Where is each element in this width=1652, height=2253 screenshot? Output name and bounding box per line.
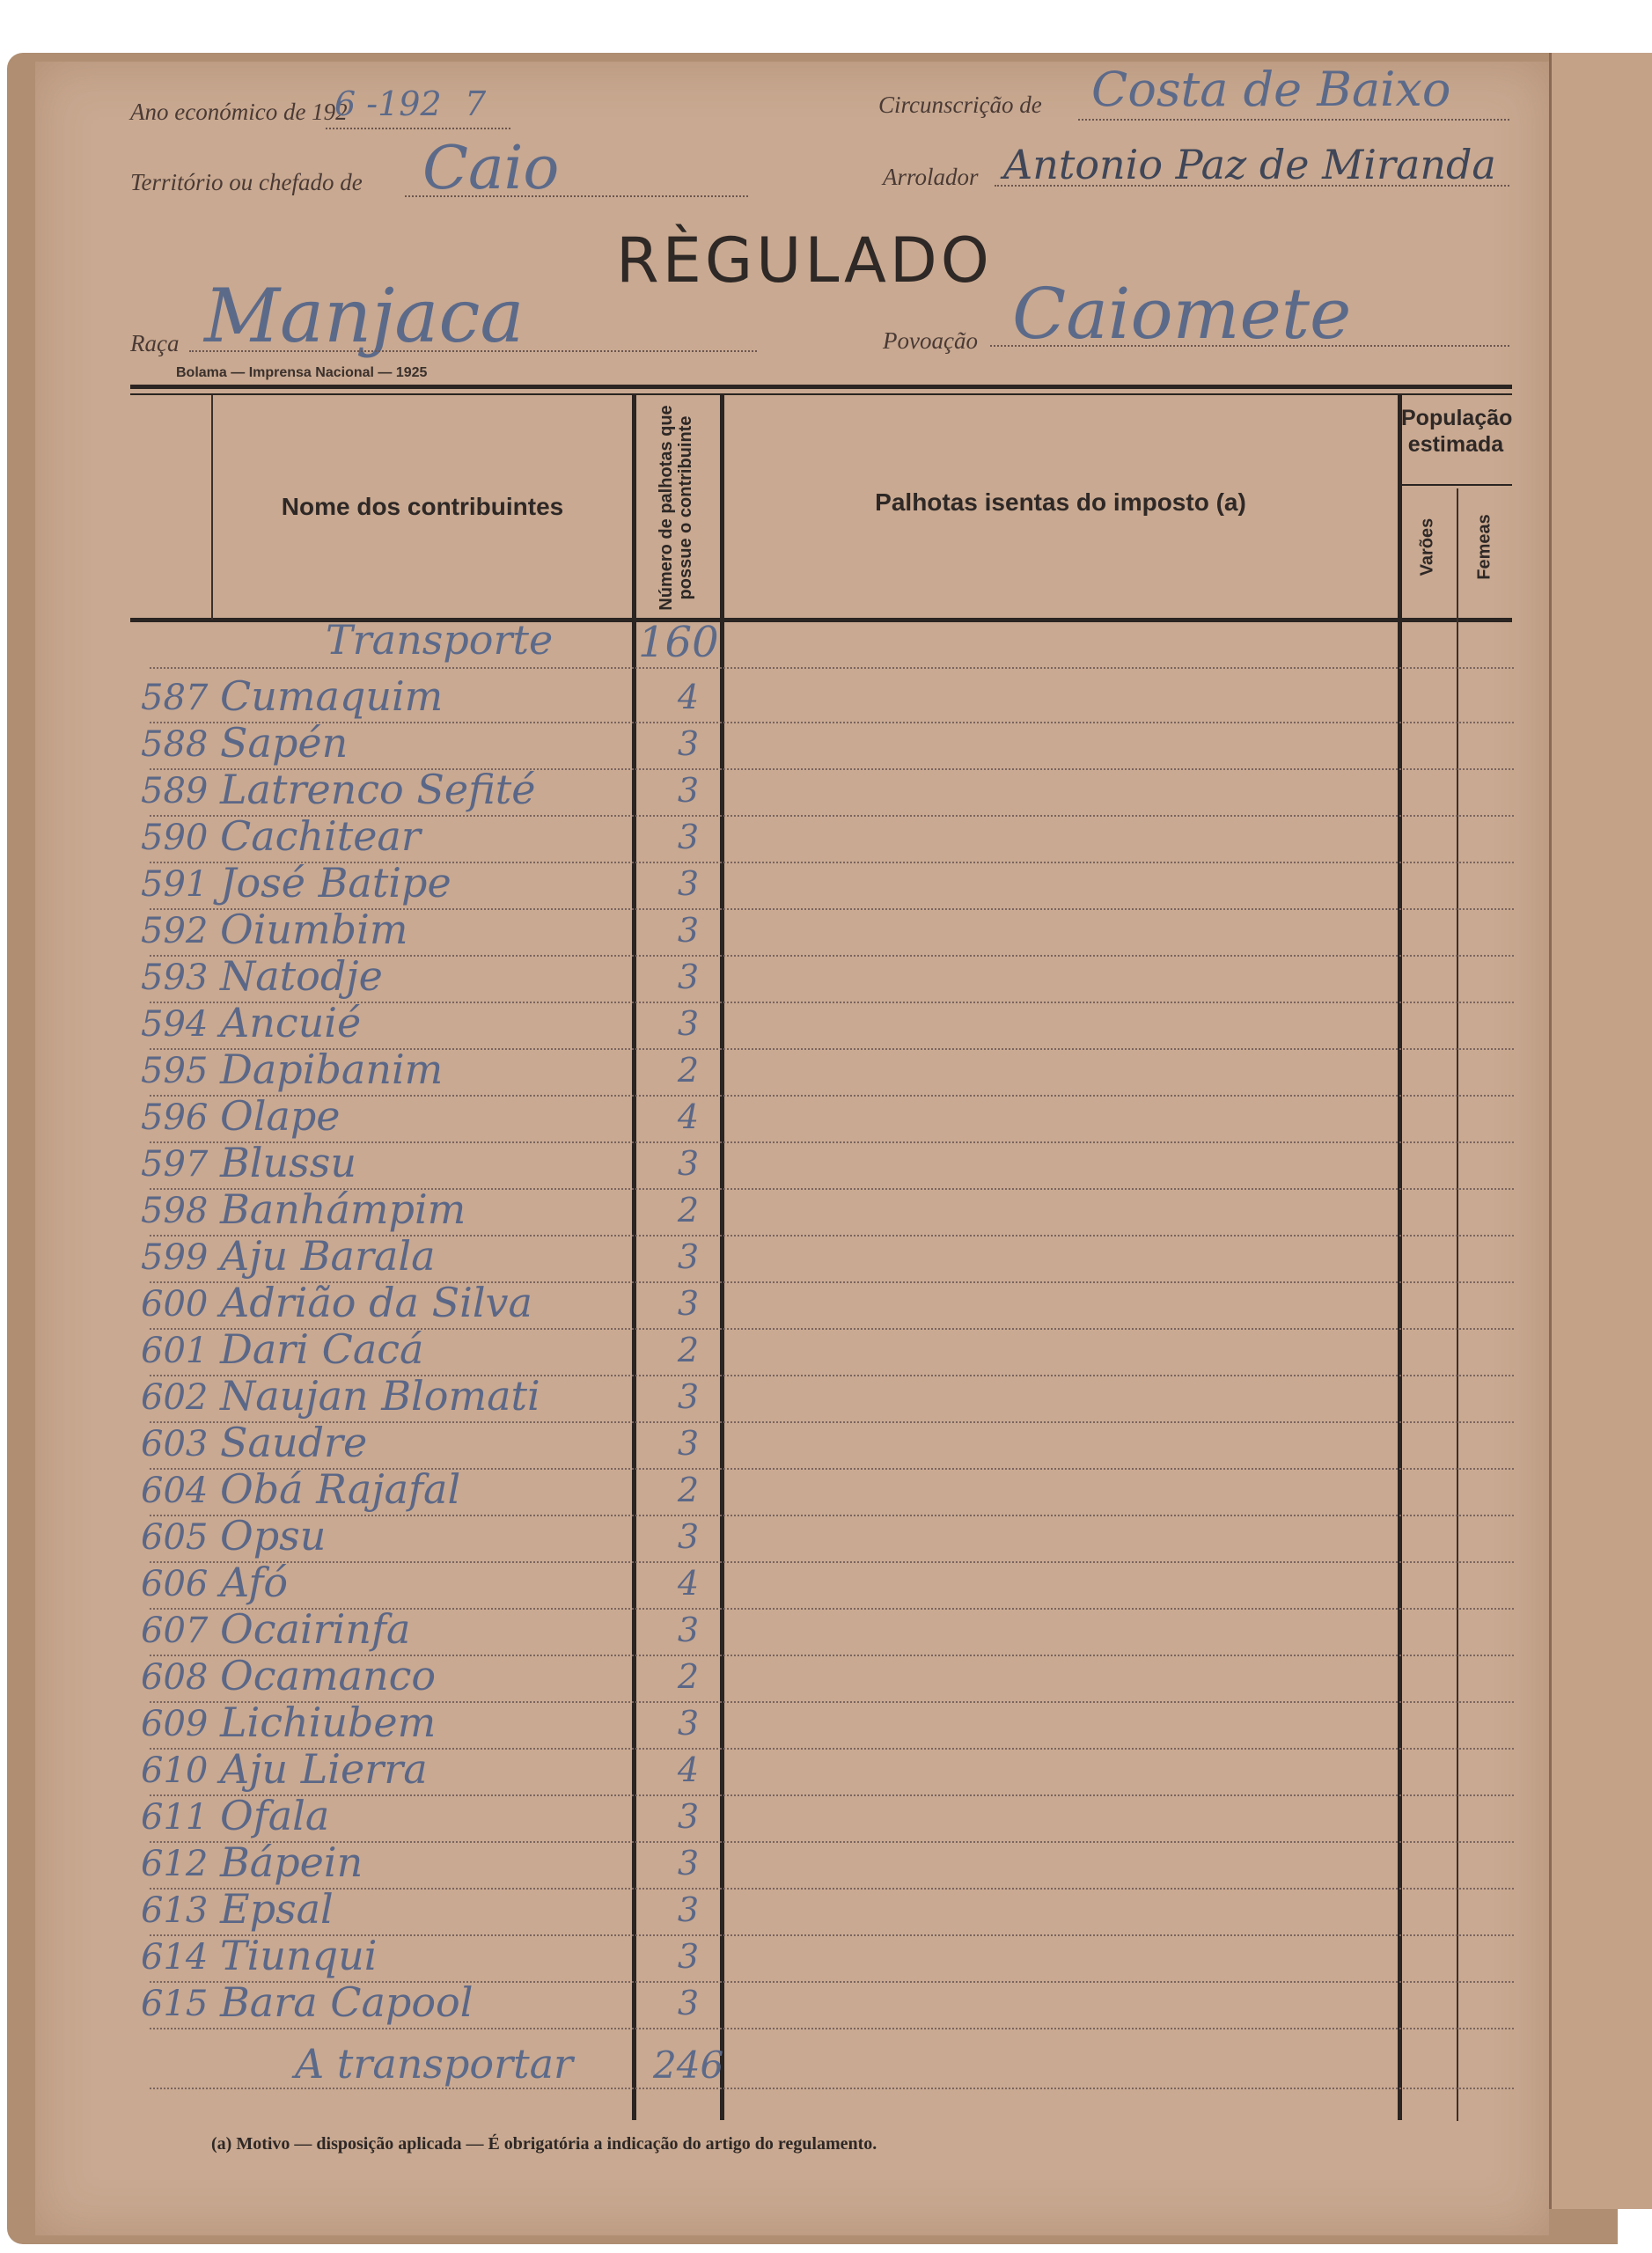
palhotas-count: 3 bbox=[677, 1284, 700, 1323]
povoacao-dotted-line bbox=[990, 345, 1509, 347]
page-title: RÈGULADO bbox=[616, 224, 993, 297]
palhotas-count: 3 bbox=[677, 1144, 700, 1183]
contribuinte-name: Cachitear bbox=[220, 812, 421, 860]
row-line bbox=[150, 722, 1514, 723]
palhotas-count: 2 bbox=[677, 1331, 700, 1369]
palhotas-count: 4 bbox=[677, 1097, 700, 1136]
row-number: 602 bbox=[141, 1377, 209, 1418]
arrolador-dotted-line bbox=[995, 185, 1509, 187]
row-number: 588 bbox=[141, 724, 209, 765]
ano-label: Ano económico de 192 bbox=[130, 99, 348, 125]
printer-imprint: Bolama — Imprensa Nacional — 1925 bbox=[176, 365, 428, 380]
raca-dotted-line bbox=[189, 350, 757, 352]
contribuinte-name: Ocairinfa bbox=[220, 1605, 411, 1653]
row-number: 597 bbox=[141, 1144, 209, 1185]
row-line bbox=[150, 2028, 1514, 2029]
row-number: 593 bbox=[141, 958, 209, 998]
row-number: 599 bbox=[141, 1237, 209, 1278]
row-line bbox=[150, 1888, 1514, 1890]
contribuinte-name: José Batipe bbox=[220, 859, 452, 906]
row-line bbox=[150, 1095, 1514, 1097]
palhotas-count: 4 bbox=[677, 1750, 700, 1789]
row-number: 601 bbox=[141, 1331, 209, 1371]
circunscricao-label: Circunscrição de bbox=[878, 92, 1042, 118]
col-header-numero: Número de palhotas que possue o contribuinte bbox=[657, 405, 695, 611]
contribuinte-name: Aju Lierra bbox=[220, 1745, 428, 1793]
palhotas-count: 3 bbox=[677, 771, 700, 810]
populacao-header-rule bbox=[1399, 484, 1512, 486]
isentas-column-rule bbox=[1398, 395, 1402, 2120]
palhotas-count: 3 bbox=[677, 1797, 700, 1836]
contribuinte-name: Afó bbox=[220, 1559, 289, 1606]
row-number: 594 bbox=[141, 1004, 209, 1045]
contribuinte-name: Aju Barala bbox=[220, 1232, 436, 1280]
row-number: 612 bbox=[141, 1844, 209, 1884]
ano-suffix: 7 bbox=[465, 84, 487, 123]
row-number: 590 bbox=[141, 818, 209, 858]
table-top-rule bbox=[130, 385, 1512, 389]
ano-value: 6 -192 bbox=[334, 84, 442, 123]
col-header-femeas: Femeas bbox=[1474, 514, 1494, 580]
povoacao-value: Caiomete bbox=[1012, 273, 1352, 355]
contribuinte-name: Dari Cacá bbox=[220, 1325, 424, 1373]
contribuinte-name: Bara Capool bbox=[220, 1978, 474, 2026]
palhotas-count: 3 bbox=[677, 1517, 700, 1556]
footnote: (a) Motivo — disposição aplicada — É obrigatória a indicação do artigo do regulamento. bbox=[211, 2134, 877, 2154]
num-column-divider bbox=[211, 395, 213, 620]
contribuinte-name: Cumaquim bbox=[220, 672, 444, 720]
row-number: 607 bbox=[141, 1611, 209, 1651]
row-number: 604 bbox=[141, 1471, 209, 1511]
palhotas-count: 3 bbox=[677, 724, 700, 763]
palhotas-count: 3 bbox=[677, 1704, 700, 1743]
contribuinte-name: Epsal bbox=[220, 1885, 334, 1933]
palhotas-count: 3 bbox=[677, 1611, 700, 1649]
contribuinte-name: Olape bbox=[220, 1092, 341, 1140]
row-line bbox=[150, 1561, 1514, 1563]
contribuinte-name: Ancuié bbox=[220, 999, 362, 1046]
contribuinte-name: Natodje bbox=[220, 952, 383, 1000]
contribuinte-name: Banhámpim bbox=[220, 1185, 466, 1233]
palhotas-count: 3 bbox=[677, 1237, 700, 1276]
contribuinte-name: Latrenco Sefité bbox=[220, 766, 536, 813]
palhotas-count: 3 bbox=[677, 864, 700, 903]
populacao-split-rule bbox=[1457, 488, 1458, 2121]
ano-dotted-line bbox=[326, 128, 510, 129]
palhotas-count: 3 bbox=[677, 1890, 700, 1929]
row-number: 596 bbox=[141, 1097, 209, 1138]
col-header-isentas: Palhotas isentas do imposto (a) bbox=[875, 488, 1246, 516]
transporte-value: 160 bbox=[638, 618, 719, 667]
palhotas-count: 2 bbox=[677, 1471, 700, 1509]
col-header-varoes: Varões bbox=[1417, 517, 1437, 576]
contribuinte-name: Oiumbim bbox=[220, 906, 408, 953]
palhotas-count: 4 bbox=[677, 678, 700, 716]
contribuinte-name: Adrião da Silva bbox=[220, 1279, 532, 1326]
col-header-nome: Nome dos contribuintes bbox=[281, 493, 564, 520]
palhotas-count: 3 bbox=[677, 1984, 700, 2022]
row-line bbox=[150, 2088, 1514, 2089]
contribuinte-name: Saudre bbox=[220, 1419, 368, 1466]
row-number: 610 bbox=[141, 1750, 209, 1791]
contribuinte-name: Opsu bbox=[220, 1512, 327, 1559]
territorio-label: Território ou chefado de bbox=[130, 169, 363, 195]
contribuinte-name: Ofala bbox=[220, 1792, 330, 1839]
palhotas-count: 3 bbox=[677, 1424, 700, 1463]
circunscricao-value: Costa de Baixo bbox=[1091, 62, 1451, 117]
row-number: 600 bbox=[141, 1284, 209, 1325]
row-number: 591 bbox=[141, 864, 209, 905]
palhotas-count: 3 bbox=[677, 1004, 700, 1043]
contribuinte-name: Blussu bbox=[220, 1139, 356, 1186]
palhotas-count: 2 bbox=[677, 1051, 700, 1090]
facing-page-edge bbox=[1549, 53, 1652, 2209]
contribuinte-name: Tiunqui bbox=[220, 1932, 378, 1979]
row-number: 609 bbox=[141, 1704, 209, 1744]
table-top-thin-rule bbox=[130, 393, 1512, 395]
palhotas-count: 3 bbox=[677, 1937, 700, 1976]
row-number: 613 bbox=[141, 1890, 209, 1931]
contribuinte-name: Lichiubem bbox=[220, 1699, 437, 1746]
row-number: 587 bbox=[141, 678, 209, 718]
row-number: 589 bbox=[141, 771, 209, 811]
a-transportar-value: 246 bbox=[653, 2044, 724, 2087]
transporte-label: Transporte bbox=[326, 616, 554, 664]
row-number: 608 bbox=[141, 1657, 209, 1698]
palhotas-count: 3 bbox=[677, 911, 700, 950]
raca-label: Raça bbox=[130, 330, 180, 356]
contribuinte-name: Dapibanim bbox=[220, 1046, 444, 1093]
row-number: 606 bbox=[141, 1564, 209, 1604]
contribuinte-name: Sapén bbox=[220, 719, 349, 767]
row-number: 595 bbox=[141, 1051, 209, 1091]
contribuinte-name: Obá Rajafal bbox=[220, 1465, 461, 1513]
row-line bbox=[150, 667, 1514, 669]
arrolador-signature: Antonio Paz de Miranda bbox=[1003, 141, 1496, 188]
palhotas-count: 3 bbox=[677, 958, 700, 996]
contribuinte-name: Naujan Blomati bbox=[220, 1372, 540, 1420]
povoacao-label: Povoação bbox=[883, 327, 978, 354]
row-number: 598 bbox=[141, 1191, 209, 1231]
palhotas-count: 3 bbox=[677, 818, 700, 856]
raca-value: Manjaca bbox=[204, 273, 525, 359]
row-number: 603 bbox=[141, 1424, 209, 1464]
row-number: 614 bbox=[141, 1937, 209, 1978]
palhotas-count: 3 bbox=[677, 1377, 700, 1416]
a-transportar-label: A transportar bbox=[295, 2040, 574, 2088]
territorio-dotted-line bbox=[405, 195, 748, 197]
row-number: 611 bbox=[141, 1797, 209, 1838]
row-line bbox=[150, 1794, 1514, 1796]
contribuinte-name: Ocamanco bbox=[220, 1652, 437, 1699]
contribuinte-name: Bápein bbox=[220, 1838, 363, 1886]
palhotas-count: 4 bbox=[677, 1564, 700, 1603]
arrolador-label: Arrolador bbox=[883, 164, 979, 190]
territorio-value: Caio bbox=[422, 134, 560, 203]
row-number: 615 bbox=[141, 1984, 209, 2024]
palhotas-count: 3 bbox=[677, 1844, 700, 1882]
palhotas-count: 2 bbox=[677, 1657, 700, 1696]
circunscricao-dotted-line bbox=[1078, 119, 1509, 121]
col-header-populacao: População estimada bbox=[1401, 406, 1513, 457]
row-line bbox=[150, 1515, 1514, 1516]
name-column-rule bbox=[632, 395, 636, 2120]
palhotas-count: 2 bbox=[677, 1191, 700, 1229]
row-number: 592 bbox=[141, 911, 209, 951]
row-number: 605 bbox=[141, 1517, 209, 1558]
